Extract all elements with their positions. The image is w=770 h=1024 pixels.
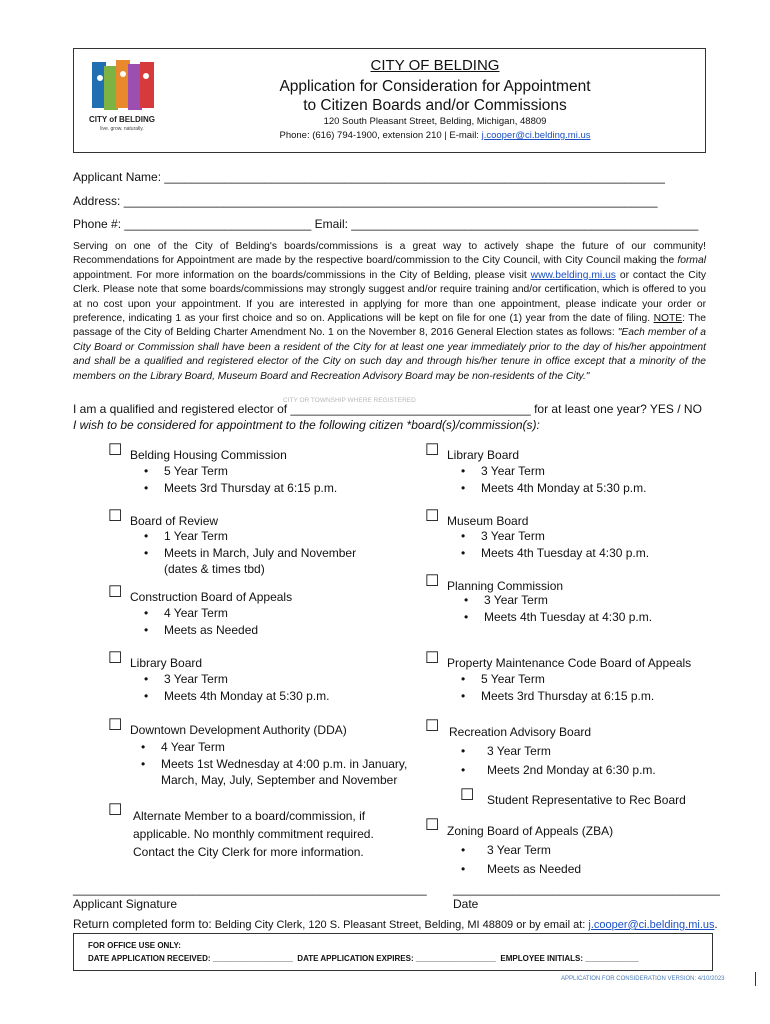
list-item: • 4 Year Term [140, 605, 400, 622]
list-item: • 3 Year Term [140, 671, 400, 688]
website-link[interactable]: www.belding.mi.us [530, 269, 616, 281]
alternate-member [133, 807, 388, 861]
note-label: NOTE [653, 313, 683, 325]
form-title-line2: to Citizen Boards and/or Commissions [303, 97, 567, 114]
list-item: • 3 Year Term [457, 528, 717, 545]
intro-text-4: : The passage of the City of Belding Charter Amendment No. 1 on the November 8, 2016 General Election states as follows: [73, 313, 707, 339]
student-rep-label: Student Representative to Rec Board [487, 793, 686, 807]
return-label: Return completed form to: [73, 917, 212, 931]
list-item: • Meets 3rd Thursday at 6:15 p.m. [140, 480, 400, 497]
email-label: Email [314, 217, 345, 231]
list-item: • Meets 4th Monday at 5:30 p.m. [140, 688, 400, 705]
board-details [140, 671, 400, 704]
footer-divider [755, 972, 756, 986]
office-use-box [73, 933, 713, 971]
checkbox-housing[interactable]: ☐ [108, 442, 123, 459]
alternate-label: Alternate Member [133, 809, 229, 823]
return-end: . [714, 919, 718, 931]
logo-tagline: live. grow. naturally. [100, 126, 144, 132]
date-label: Date [453, 897, 479, 911]
address-label: Address [73, 194, 118, 208]
board-name: Library Board [447, 448, 520, 462]
list-item: • Meets 4th Monday at 5:30 p.m. [457, 480, 717, 497]
board-details [457, 742, 717, 780]
checkbox-zba[interactable]: ☐ [425, 817, 440, 834]
signature-label: Applicant Signature [73, 897, 178, 911]
office-fields [88, 952, 712, 965]
clerk-email-link[interactable]: j.cooper@ci.belding.mi.us [588, 919, 715, 931]
board-name: Belding Housing Commission [130, 448, 287, 462]
applicant-name-line[interactable]: : ___________________________________________________________________________ [157, 170, 665, 184]
board-name: Property Maintenance Code Board of Appeals [447, 656, 692, 670]
list-item: • Meets as Needed [457, 860, 717, 879]
elector-text-b: for at least one year? YES / NO [530, 402, 702, 416]
list-item: • Meets 1st Wednesday at 4:00 p.m. in January, March, May, July, September and November [137, 756, 412, 789]
board-details [457, 671, 717, 704]
intro-paragraph [73, 240, 706, 384]
consider-statement: I wish to be considered for appointment to the following citizen *board(s)/commission(s): [73, 418, 540, 432]
board-details [460, 592, 720, 625]
list-item: • 4 Year Term [137, 739, 412, 756]
board-name: Downtown Development Authority (DDA) [130, 723, 347, 737]
checkbox-alternate[interactable]: ☐ [108, 802, 123, 819]
office-title: FOR OFFICE USE ONLY: [88, 941, 181, 950]
header-address: 120 South Pleasant Street, Belding, Michigan, 48809 [323, 116, 547, 127]
phone-line[interactable]: : ____________________________ [117, 217, 312, 231]
board-name: Zoning Board of Appeals (ZBA) [447, 824, 614, 838]
checkbox-construction[interactable]: ☐ [108, 584, 123, 601]
applicant-name-label: Applicant Name [73, 170, 158, 184]
header-phone: Phone: (616) 794-1900, extension 210 | E-mail: [279, 130, 482, 141]
list-item: • 1 Year Term [140, 528, 385, 545]
list-item: • 3 Year Term [460, 592, 720, 609]
board-name: Board of Review [130, 514, 219, 528]
list-item: • 3 Year Term [457, 742, 717, 761]
list-item: • Meets 4th Tuesday at 4:30 p.m. [460, 609, 720, 626]
signature-line[interactable]: _____________________________________________________ [73, 882, 427, 896]
checkbox-student-rep[interactable]: ☐ [460, 787, 475, 804]
checkbox-property-maintenance[interactable]: ☐ [425, 650, 440, 667]
board-details [137, 739, 412, 789]
board-details [457, 528, 717, 561]
intro-emphasis: formal [677, 255, 706, 267]
elector-question [73, 402, 713, 416]
board-details [140, 605, 400, 638]
form-title-line1: Application for Consideration for Appointment [279, 78, 591, 95]
intro-text-3: or contact the City Clerk. Please note that some boards/commissions may strongly suggest and/or require training and/or certification, which is offered to you at no cost upon your appointment. If you are interested in applying for more than one appointment, please indicate your order or preference, indicating 1 as your first choice and so on. Applications will be kept on file for one (1) year from the date of filing. [73, 269, 706, 325]
checkbox-dda[interactable]: ☐ [108, 717, 123, 734]
employee-initials-field[interactable]: EMPLOYEE INITIALS: ____________ [500, 954, 639, 963]
charter-quote: "Each member of a City Board or Commission shall have been a resident of the City for at least one year immediately prior to the day of his/her appointment and shall be a qualified and registered elector of the City on such day and through his/her tenure in office except that a minority of the members on the Library Board, Museum Board and Recreation Advisory Board may be non-residents of the City." [73, 327, 706, 382]
city-logo [82, 56, 162, 134]
checkbox-planning[interactable]: ☐ [425, 573, 440, 590]
phone-label: Phone # [73, 217, 118, 231]
list-item: • 5 Year Term [457, 671, 717, 688]
checkbox-board-of-review[interactable]: ☐ [108, 508, 123, 525]
return-instructions [73, 917, 723, 931]
version-footer: APPLICATION FOR CONSIDERATION VERSION: 4/10/2023 [561, 976, 725, 982]
email-line[interactable]: : ____________________________________________________ [344, 217, 699, 231]
elector-text-a: I am a qualified and registered elector of [73, 402, 291, 416]
list-item: • Meets 3rd Thursday at 6:15 p.m. [457, 688, 717, 705]
board-details [457, 841, 717, 879]
list-item: • 5 Year Term [140, 463, 400, 480]
date-received-field[interactable]: DATE APPLICATION RECEIVED: __________________ [88, 954, 293, 963]
township-watermark: CITY OR TOWNSHIP WHERE REGISTERED [283, 397, 416, 404]
list-item: • Meets in March, July and November (dates & times tbd) [140, 545, 385, 578]
date-expires-field[interactable]: DATE APPLICATION EXPIRES: __________________ [297, 954, 496, 963]
header-contact [170, 130, 700, 141]
checkbox-recreation[interactable]: ☐ [425, 718, 440, 735]
board-name: Planning Commission [447, 579, 564, 593]
board-name: Library Board [130, 656, 203, 670]
alternate-text: to a board/commission, if applicable. No monthly commitment required. Contact the City Clerk for more information. [133, 809, 374, 859]
list-item: • Meets 4th Tuesday at 4:30 p.m. [457, 545, 717, 562]
logo-text: CITY of BELDING [88, 115, 156, 124]
city-title: CITY OF BELDING [370, 57, 500, 74]
board-details [140, 463, 400, 496]
intro-text-2: appointment. For more information on the boards/commissions in the City of Belding, please visit [73, 269, 531, 281]
board-name: Recreation Advisory Board [449, 725, 592, 739]
return-text: Belding City Clerk, 120 S. Pleasant Street, Belding, MI 48809 or by email at: [211, 919, 589, 931]
phone-email-row [73, 217, 713, 231]
board-details [140, 528, 385, 578]
checkbox-library-right[interactable]: ☐ [425, 442, 440, 459]
header-email-link[interactable]: j.cooper@ci.belding.mi.us [481, 130, 591, 141]
list-item: • 3 Year Term [457, 463, 717, 480]
elector-line[interactable]: ____________________________________ [290, 402, 531, 416]
board-name: Museum Board [447, 514, 529, 528]
address-field[interactable] [73, 194, 713, 208]
address-line[interactable]: : ________________________________________________________________________________ [117, 194, 658, 208]
list-item: • 3 Year Term [457, 841, 717, 860]
checkbox-museum[interactable]: ☐ [425, 508, 440, 525]
applicant-name-field[interactable] [73, 170, 713, 184]
list-item: • Meets 2nd Monday at 6:30 p.m. [457, 761, 717, 780]
board-name: Construction Board of Appeals [130, 590, 293, 604]
list-item: • Meets as Needed [140, 622, 400, 639]
date-line[interactable]: ________________________________________ [453, 882, 720, 896]
intro-text-1: Serving on one of the City of Belding's boards/commissions is a great way to actively shape the future of our community! Recommendations for Appointment are made by the respective board/commission to the City Council, with City Council making the [73, 241, 706, 267]
board-details [457, 463, 717, 496]
checkbox-library-left[interactable]: ☐ [108, 650, 123, 667]
